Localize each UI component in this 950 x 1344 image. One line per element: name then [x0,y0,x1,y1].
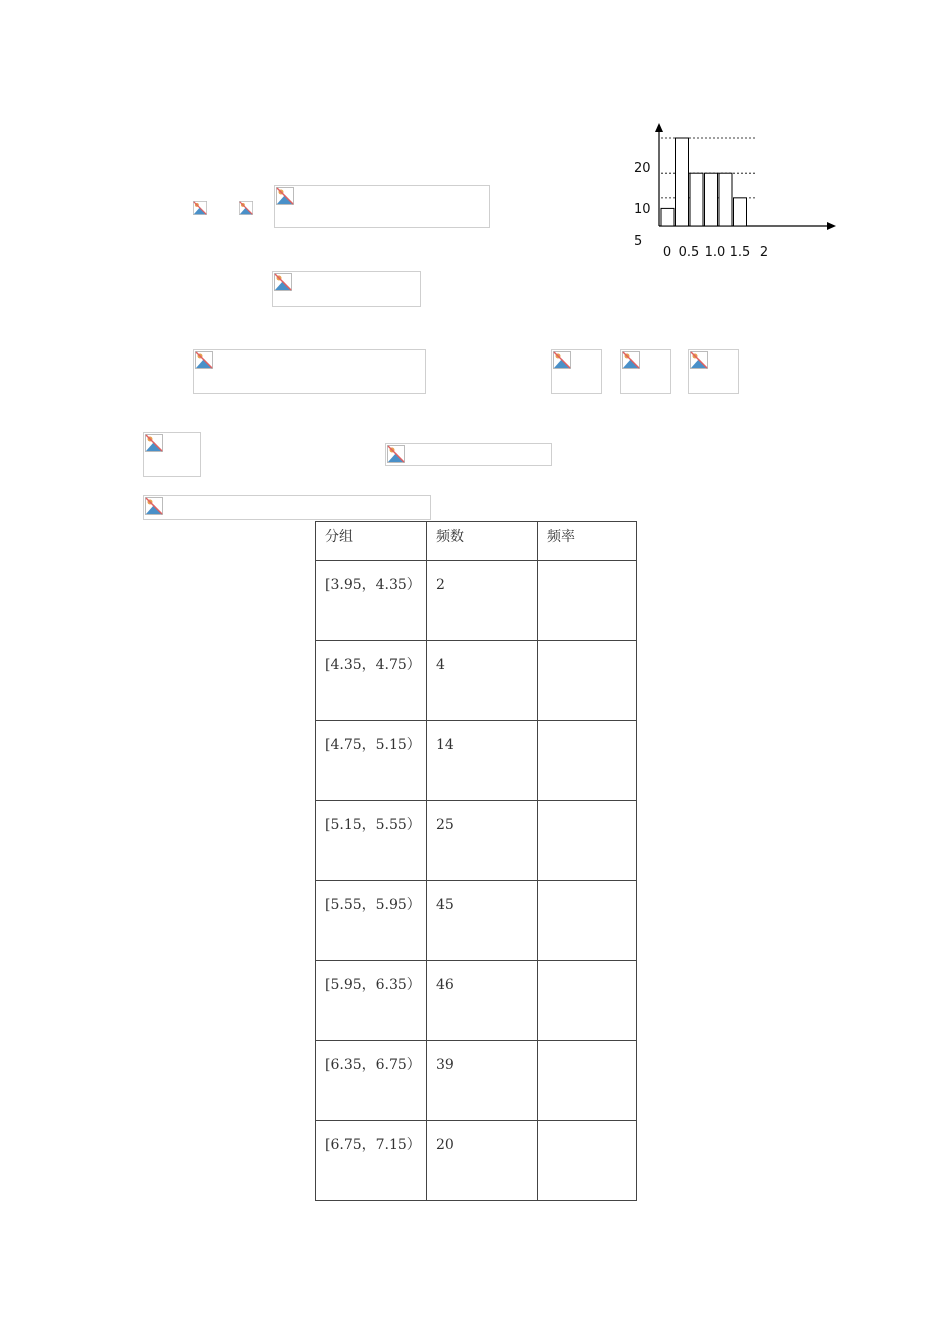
x-tick-label: 2 [759,245,769,260]
histogram-chart [620,118,850,268]
y-tick-label: 5 [634,234,643,249]
cell-count-text: 20 [436,1137,454,1153]
formula-image [193,349,426,394]
formula-image [620,349,671,394]
cell-group [316,641,427,721]
table-row [316,961,637,1041]
formula-image [143,432,201,477]
broken-image-icon [690,351,708,369]
table-row [316,881,637,961]
table-row [316,1121,637,1201]
header-count: 频数 [427,522,538,561]
cell-count-text: 46 [436,977,454,993]
cell-count-text: 39 [436,1057,454,1073]
broken-image-icon [274,273,292,291]
histogram-bar [690,173,703,226]
broken-image-icon [195,351,213,369]
cell-group [316,1041,427,1121]
cell-group [316,881,427,961]
cell-group-text: [5.55，5.95） [325,897,421,913]
header-group: 分组 [316,522,427,561]
table-header-row [316,522,637,561]
x-tick-label: 1.5 [729,245,751,260]
y-tick-label: 10 [634,202,651,217]
cell-count [427,641,538,721]
cell-count [427,881,538,961]
cell-frequency [538,1041,637,1121]
formula-image [688,349,739,394]
chart-bars [661,138,747,226]
cell-group [316,801,427,881]
cell-count-text: 2 [436,577,445,593]
table-row [316,1041,637,1121]
histogram-bar [719,173,732,226]
cell-frequency [538,1121,637,1201]
broken-image-icon [145,434,163,452]
broken-image-icon [193,201,207,215]
formula-image [272,271,421,307]
broken-image-icon [145,497,163,515]
formula-image [274,185,490,228]
x-tick-label: 0.5 [678,245,700,260]
formula-image [143,495,431,520]
y-axis-arrow-icon [655,123,663,132]
cell-count [427,801,538,881]
broken-image-icon [387,445,405,463]
cell-frequency [538,561,637,641]
table-row [316,641,637,721]
chart-x-tick-labels [663,245,768,260]
frequency-table [315,521,637,1201]
table-row [316,801,637,881]
cell-count [427,1041,538,1121]
cell-count-text: 14 [436,737,454,753]
broken-image-icon [239,201,253,215]
x-axis-arrow-icon [827,222,836,230]
cell-group-text: [4.75，5.15） [325,737,421,753]
cell-group-text: [4.35，4.75） [325,657,421,673]
x-tick-label: 1.0 [704,245,726,260]
y-tick-label: 20 [634,161,651,176]
cell-frequency [538,721,637,801]
histogram-bar [705,173,718,226]
formula-image [551,349,602,394]
cell-count [427,721,538,801]
formula-image [192,200,208,214]
histogram-bar [661,208,674,226]
cell-count-text: 25 [436,817,454,833]
cell-count-text: 45 [436,897,454,913]
cell-count [427,561,538,641]
cell-group-text: [5.15，5.55） [325,817,421,833]
broken-image-icon [553,351,571,369]
cell-group-text: [6.75，7.15） [325,1137,421,1153]
table-row [316,721,637,801]
cell-group-text: [3.95，4.35） [325,577,421,593]
cell-group [316,561,427,641]
cell-count [427,961,538,1041]
formula-image [238,200,254,214]
histogram-bar [676,138,689,226]
broken-image-icon [276,187,294,205]
table-row [316,561,637,641]
cell-count-text: 4 [436,657,445,673]
cell-group [316,961,427,1041]
cell-count [427,1121,538,1201]
header-frequency: 频率 [538,522,637,561]
cell-group [316,721,427,801]
cell-frequency [538,961,637,1041]
broken-image-icon [622,351,640,369]
cell-frequency [538,801,637,881]
cell-frequency [538,881,637,961]
formula-image [385,443,552,466]
cell-group-text: [6.35，6.75） [325,1057,421,1073]
cell-frequency [538,641,637,721]
histogram-bar [734,198,747,226]
x-tick-label: 0 [662,245,672,260]
cell-group [316,1121,427,1201]
chart-y-tick-labels [634,161,651,249]
cell-group-text: [5.95，6.35） [325,977,421,993]
